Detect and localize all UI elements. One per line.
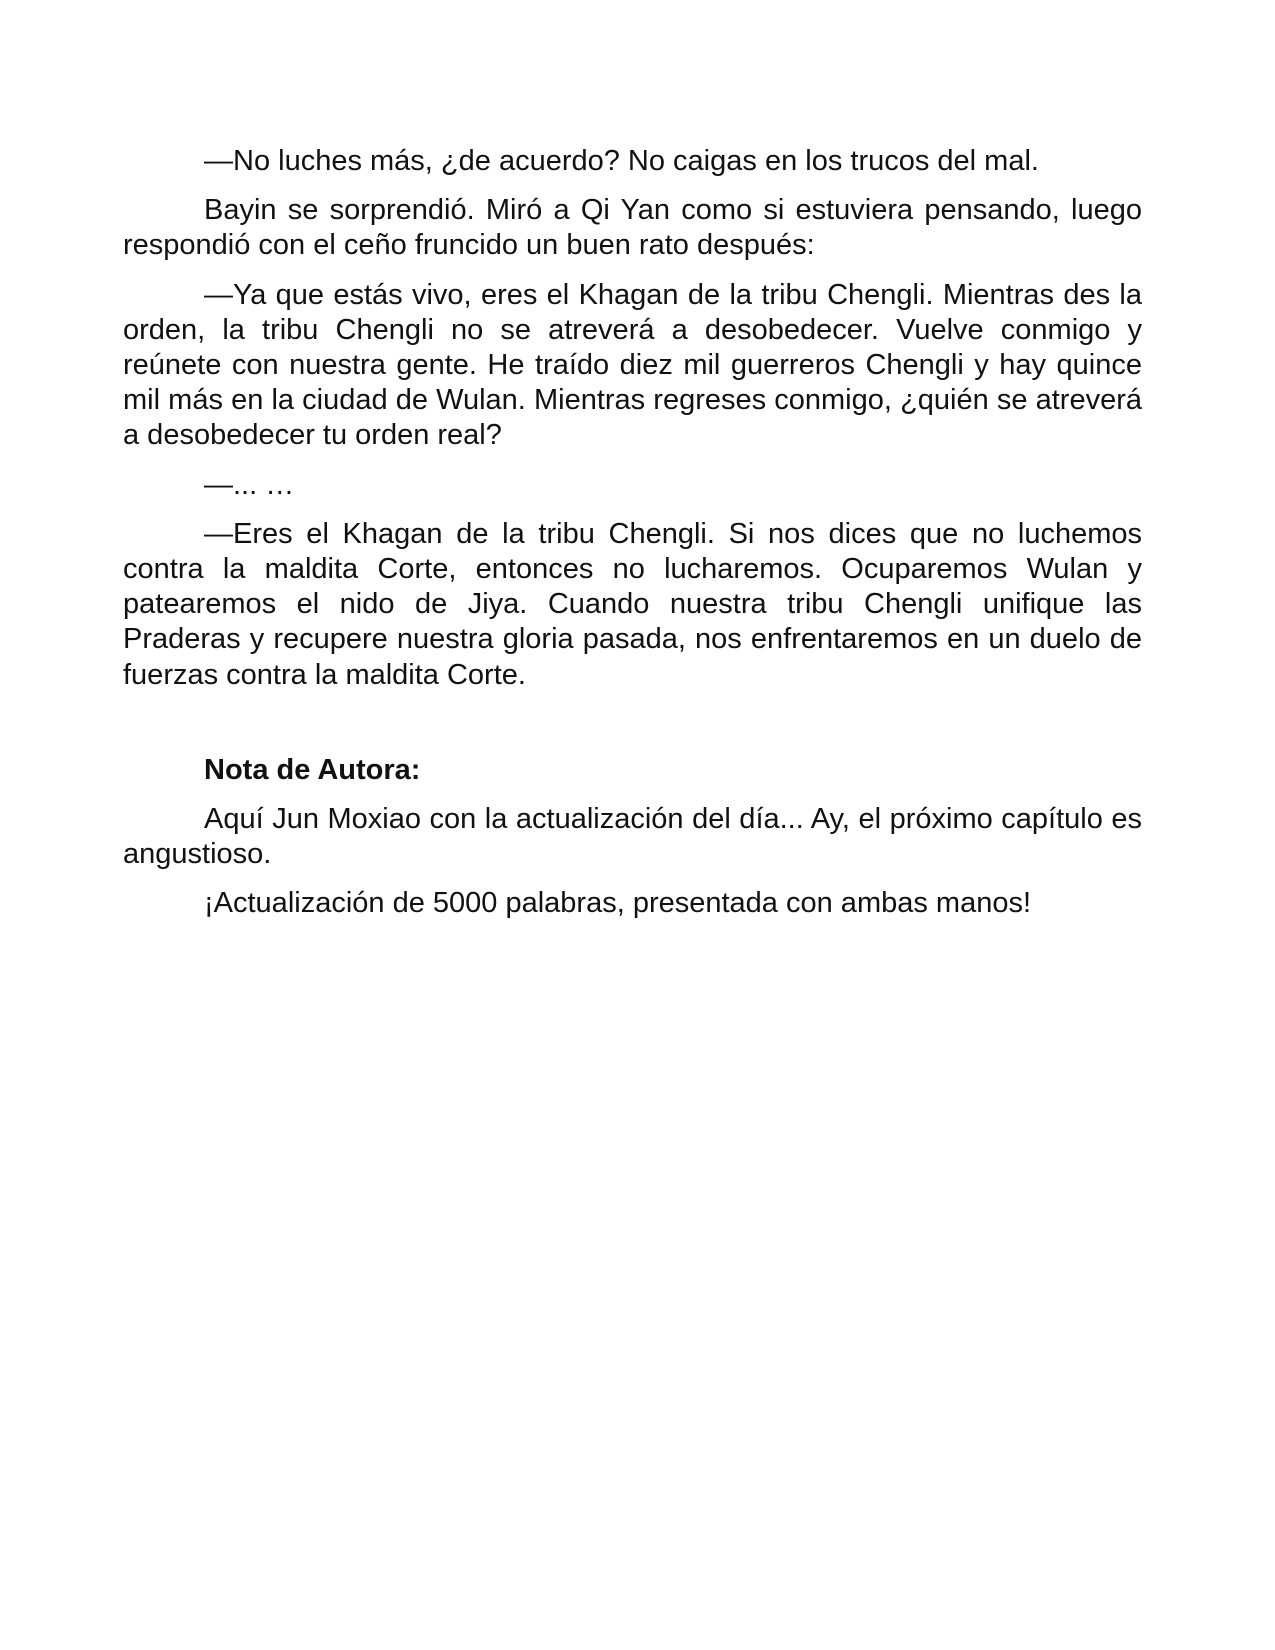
paragraph-dialogue-2: —Ya que estás vivo, eres el Khagan de la tribu Chengli. Mientras des la orden, la tribu Chengli no se atreverá a desobedecer. Vuelve conmigo y reúnete con nuestra gente. He traído diez mil guerreros Chengli y hay quince mil más en la ciudad de Wulan. Mientras regreses conmigo, ¿quién se atreverá a desobedecer tu orden real? [123,278,1142,452]
author-note-paragraph-2: ¡Actualización de 5000 palabras, presentada con ambas manos! [204,887,1032,920]
author-note-heading: Nota de Autora: [204,753,421,786]
paragraph-dialogue-3: —... … [204,468,295,501]
paragraph-dialogue-1: —No luches más, ¿de acuerdo? No caigas en los trucos del mal. [204,145,1039,177]
author-note-paragraph-1: Aquí Jun Moxiao con la actualización del día... Ay, el próximo capítulo es angustioso. [123,803,1142,871]
paragraph-narration-1: Bayin se sorprendió. Miró a Qi Yan como si estuviera pensando, luego respondió con el ceño fruncido un buen rato después: [123,194,1142,262]
paragraph-dialogue-4: —Eres el Khagan de la tribu Chengli. Si nos dices que no luchemos contra la maldita Corte, entonces no lucharemos. Ocuparemos Wulan y patearemos el nido de Jiya. Cuando nuestra tribu Chengli unifique las Praderas y recupere nuestra gloria pasada, nos enfrentaremos en un duelo de fuerzas contra la maldita Corte. [123,517,1142,691]
page-text [123,144,1142,936]
